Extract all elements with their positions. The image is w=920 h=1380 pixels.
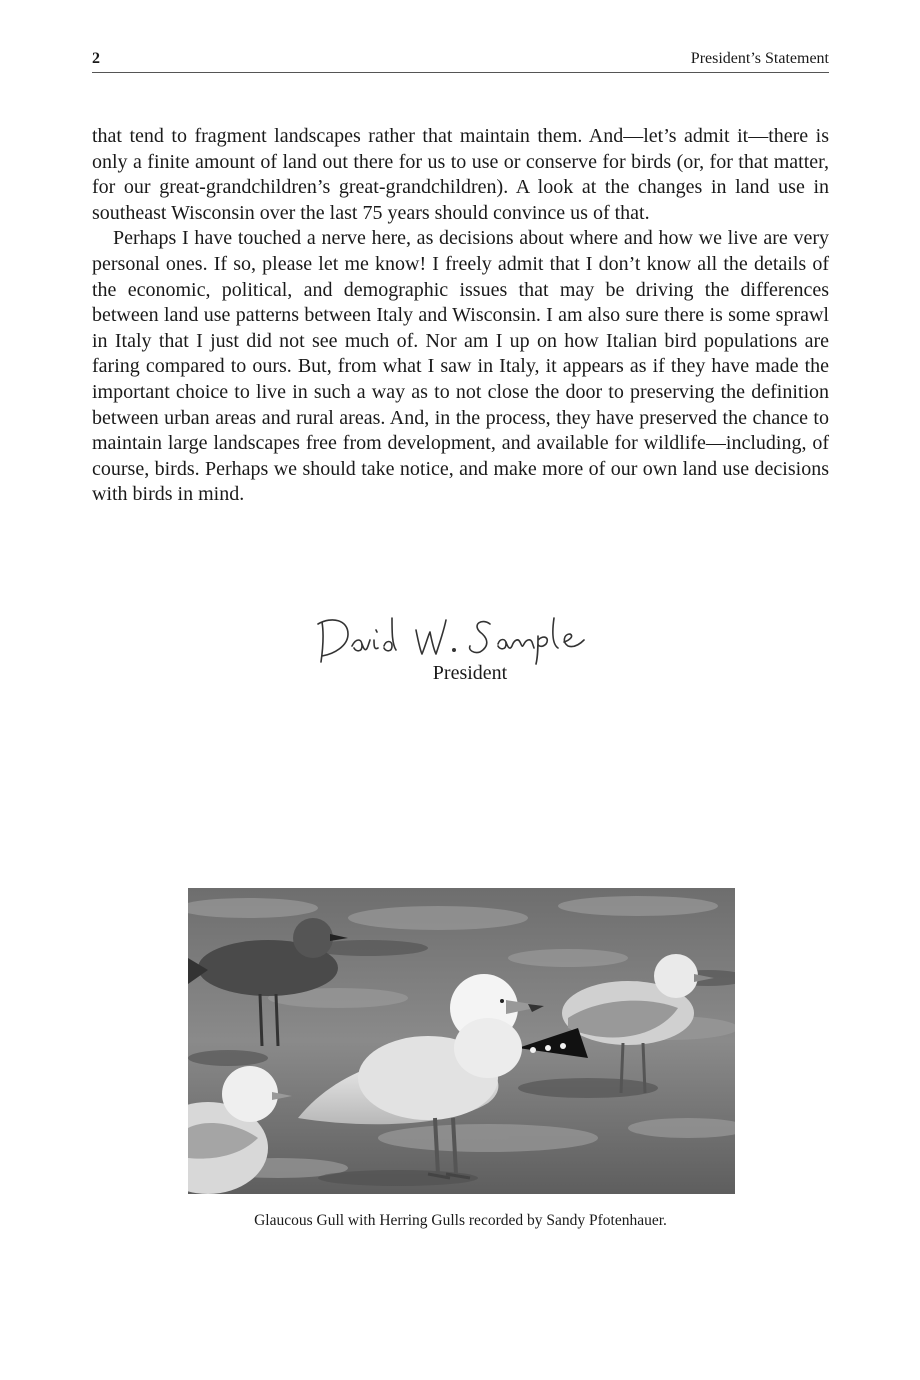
gull-photo	[188, 888, 735, 1194]
section-title: President’s Statement	[690, 50, 829, 67]
signer-title: President	[432, 662, 508, 684]
article-body	[92, 124, 829, 508]
paragraph-2: Perhaps I have touched a nerve here, as decisions about where and how we live are very personal ones. If so, please let me know! I freely admit that I don’t know all the details of the economic, political, and demographic issues that may be driving the differences between land use patterns between Italy and Wisconsin. I am also sure there is some sprawl in Italy that I just did not see much of. Nor am I up on how Italian bird populations are faring compared to ours. But, from what I saw in Italy, it appears as if they have made the important choice to live in such a way as to not close the door to preserving the definition between urban areas and rural areas. And, in the process, they have preserved the chance to maintain large landscapes free from development, and available for wildlife—including, of course, birds. Perhaps we should take notice, and make more of our own land use decisions with birds in mind.	[92, 227, 829, 506]
paragraph-1: that tend to fragment landscapes rather that maintain them. And—let’s admit it—there is only a finite amount of land out there for us to use or conserve for birds (or, for that matter, for our great-grandchildren’s great-grandchildren). A look at the changes in land use in southeast Wisconsin over the last 75 years should convince us of that.	[92, 125, 829, 224]
page-number: 2	[92, 50, 100, 67]
running-header	[92, 48, 829, 73]
handwritten-signature	[312, 606, 612, 666]
photo-caption: Glaucous Gull with Herring Gulls recorded by Sandy Pfotenhauer.	[254, 1212, 667, 1229]
